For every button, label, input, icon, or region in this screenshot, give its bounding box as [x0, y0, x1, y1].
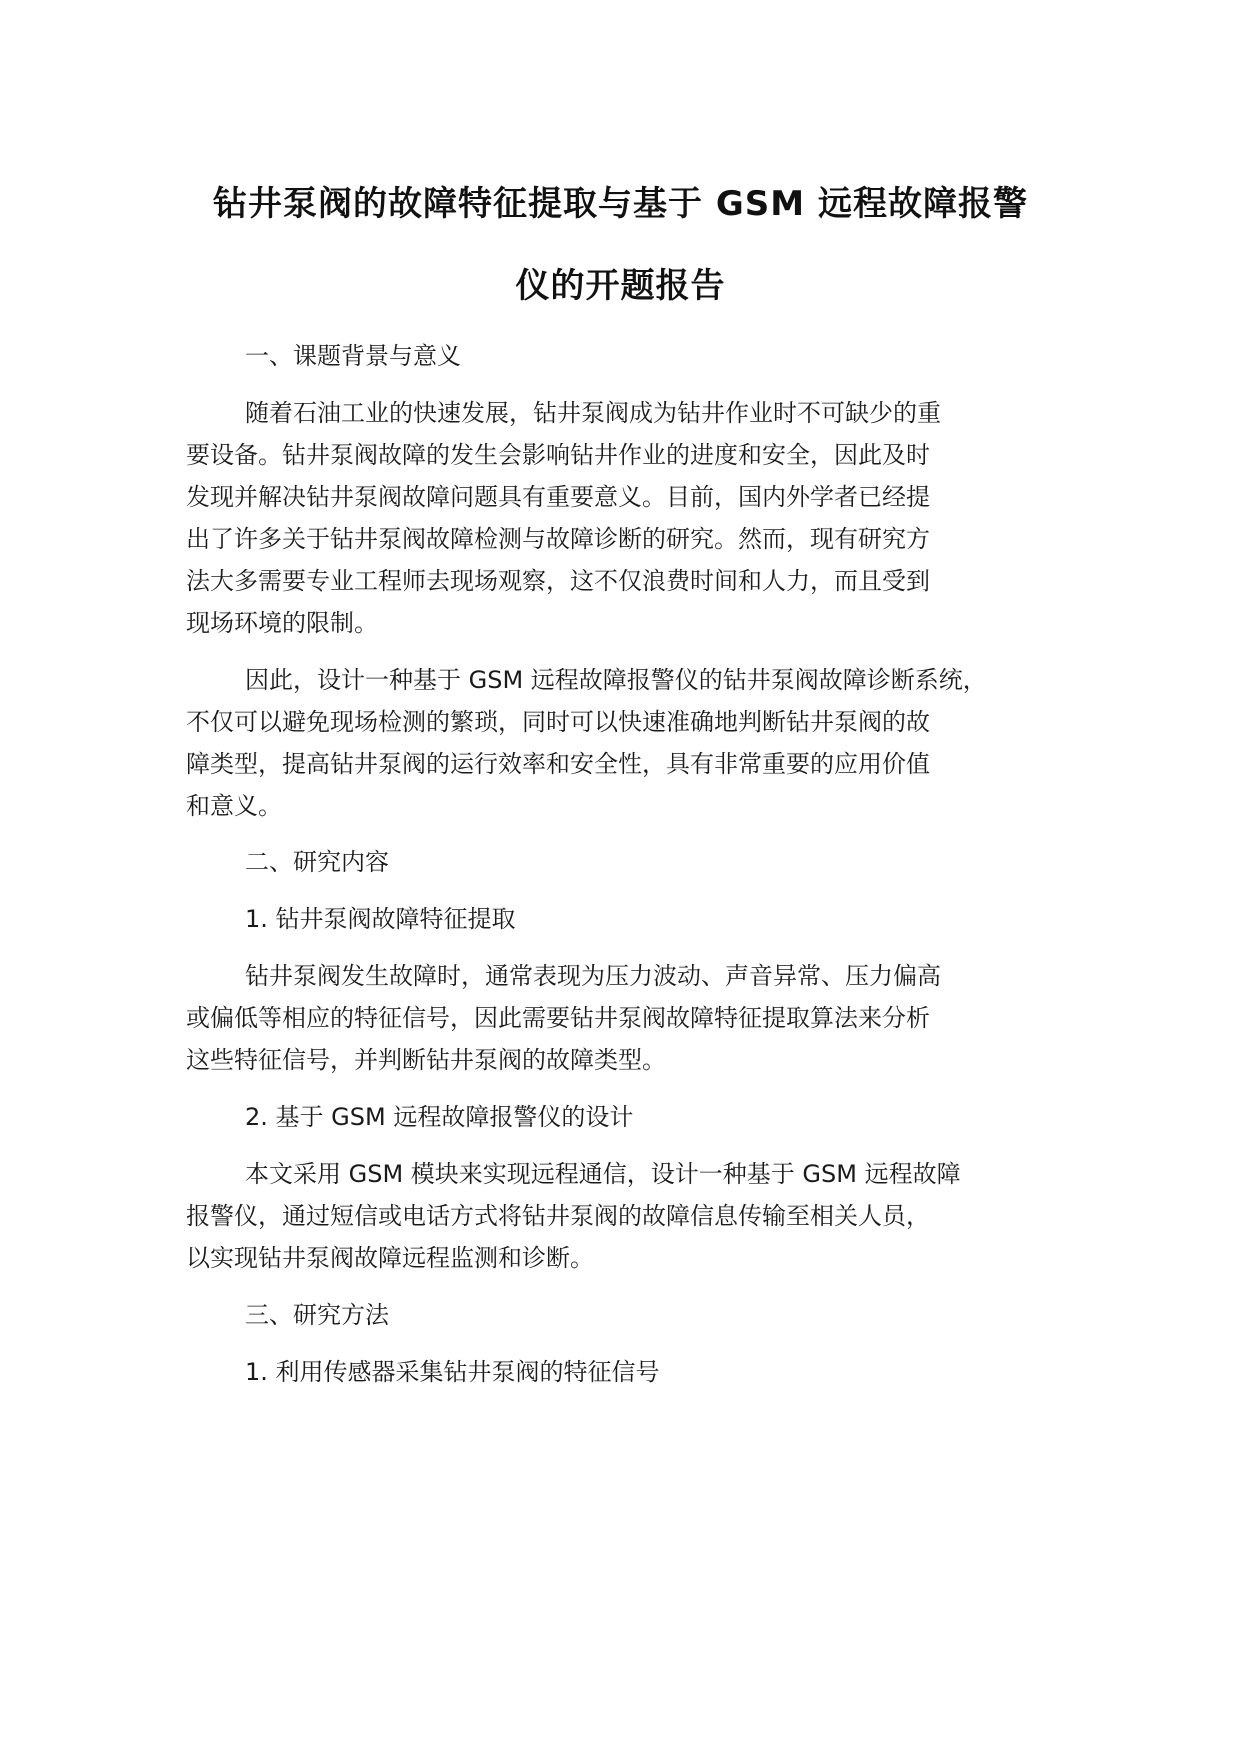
- paragraph-line: 出了许多关于钻井泵阀故障检测与故障诊断的研究。然而，现有研究方: [186, 525, 930, 553]
- paragraph-line: 以实现钻井泵阀故障远程监测和诊断。: [186, 1244, 594, 1272]
- subsection-heading: 1. 钻井泵阀故障特征提取: [245, 905, 516, 933]
- paragraph-line: 要设备。钻井泵阀故障的发生会影响钻井作业的进度和安全，因此及时: [186, 441, 930, 469]
- section-heading-1: 一、课题背景与意义: [245, 342, 461, 370]
- title-line-2: 仪的开题报告: [515, 266, 726, 306]
- paragraph-line: 随着石油工业的快速发展，钻井泵阀成为钻井作业时不可缺少的重: [245, 399, 941, 427]
- section-heading-2: 二、研究内容: [245, 848, 389, 876]
- paragraph-line: 发现并解决钻井泵阀故障问题具有重要意义。目前，国内外学者已经提: [186, 483, 930, 511]
- subsection-heading: 1. 利用传感器采集钻井泵阀的特征信号: [245, 1358, 660, 1386]
- paragraph-line: 因此，设计一种基于 GSM 远程故障报警仪的钻井泵阀故障诊断系统，: [245, 666, 987, 694]
- paragraph-line: 报警仪，通过短信或电话方式将钻井泵阀的故障信息传输至相关人员，: [186, 1202, 930, 1230]
- subsection-heading: 2. 基于 GSM 远程故障报警仪的设计: [245, 1103, 634, 1131]
- paragraph-line: 和意义。: [186, 792, 282, 820]
- paragraph-line: 这些特征信号，并判断钻井泵阀的故障类型。: [186, 1046, 666, 1074]
- paragraph-line: 或偏低等相应的特征信号，因此需要钻井泵阀故障特征提取算法来分析: [186, 1004, 930, 1032]
- paragraph-line: 本文采用 GSM 模块来实现远程通信，设计一种基于 GSM 远程故障: [245, 1160, 961, 1188]
- paragraph-line: 法大多需要专业工程师去现场观察，这不仅浪费时间和人力，而且受到: [186, 567, 930, 595]
- section-heading-3: 三、研究方法: [245, 1301, 389, 1329]
- paragraph-line: 障类型，提高钻井泵阀的运行效率和安全性，具有非常重要的应用价值: [186, 750, 930, 778]
- paragraph-line: 不仅可以避免现场检测的繁琐，同时可以快速准确地判断钻井泵阀的故: [186, 708, 930, 736]
- title-line-1: 钻井泵阀的故障特征提取与基于 GSM 远程故障报警: [213, 184, 1028, 224]
- paragraph-line: 现场环境的限制。: [186, 609, 378, 637]
- paragraph-line: 钻井泵阀发生故障时，通常表现为压力波动、声音异常、压力偏高: [245, 962, 941, 990]
